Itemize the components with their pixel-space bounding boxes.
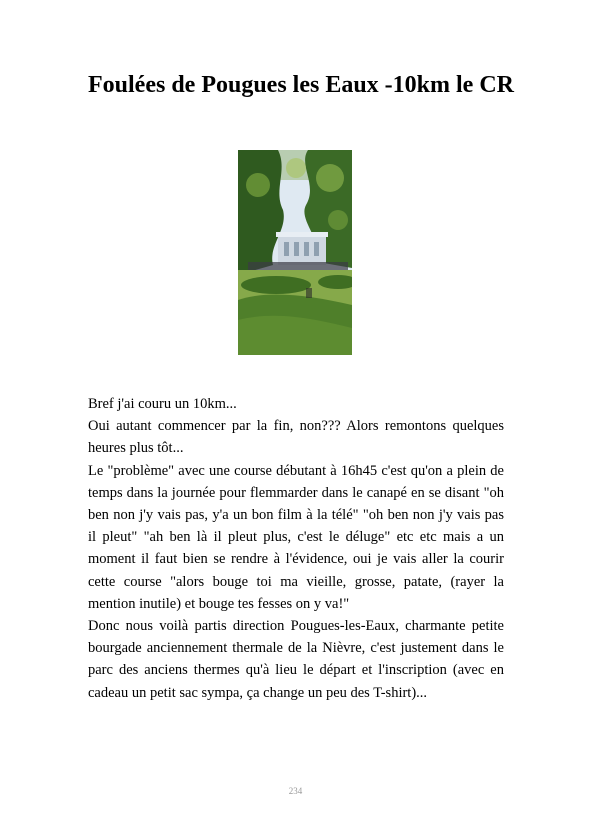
paragraph: Le "problème" avec une course débutant à 16h45 c'est qu'on a plein de temps dans la journée pour flemmarder dans le canapé en se disant "oh ben non j'y vais pas, y'a un bon film à la télé" "oh ben non j'y vais pas il pleut" "ah ben là il pleut plus, c'est le déluge" etc etc mais a un moment il faut bien se rendre à l'évidence, oui je vais aller la courir cette course "alors bouge toi ma vieille, grosse, patate, (rayer la mention inutile) et bouge tes fesses on y va!" [88,462,504,612]
article-body [88,393,504,704]
paragraph: Oui autant commencer par la fin, non??? Alors remontons quelques heures plus tôt... [88,418,504,457]
page-number: 234 [288,786,303,796]
page-title: Foulées de Pougues les Eaux -10km le CR [88,72,514,98]
park-photo [238,150,352,355]
paragraph: Donc nous voilà partis direction Pougues-les-Eaux, charmante petite bourgade anciennement thermale de la Nièvre, c'est justement dans le parc des anciens thermes qu'à lieu le départ et l'inscription (avec en cadeau un petit sac sympa, ça change un peu des T-shirt)... [88,618,504,701]
park-photo-icon [238,150,352,355]
paragraph: Bref j'ai couru un 10km... [88,396,237,412]
